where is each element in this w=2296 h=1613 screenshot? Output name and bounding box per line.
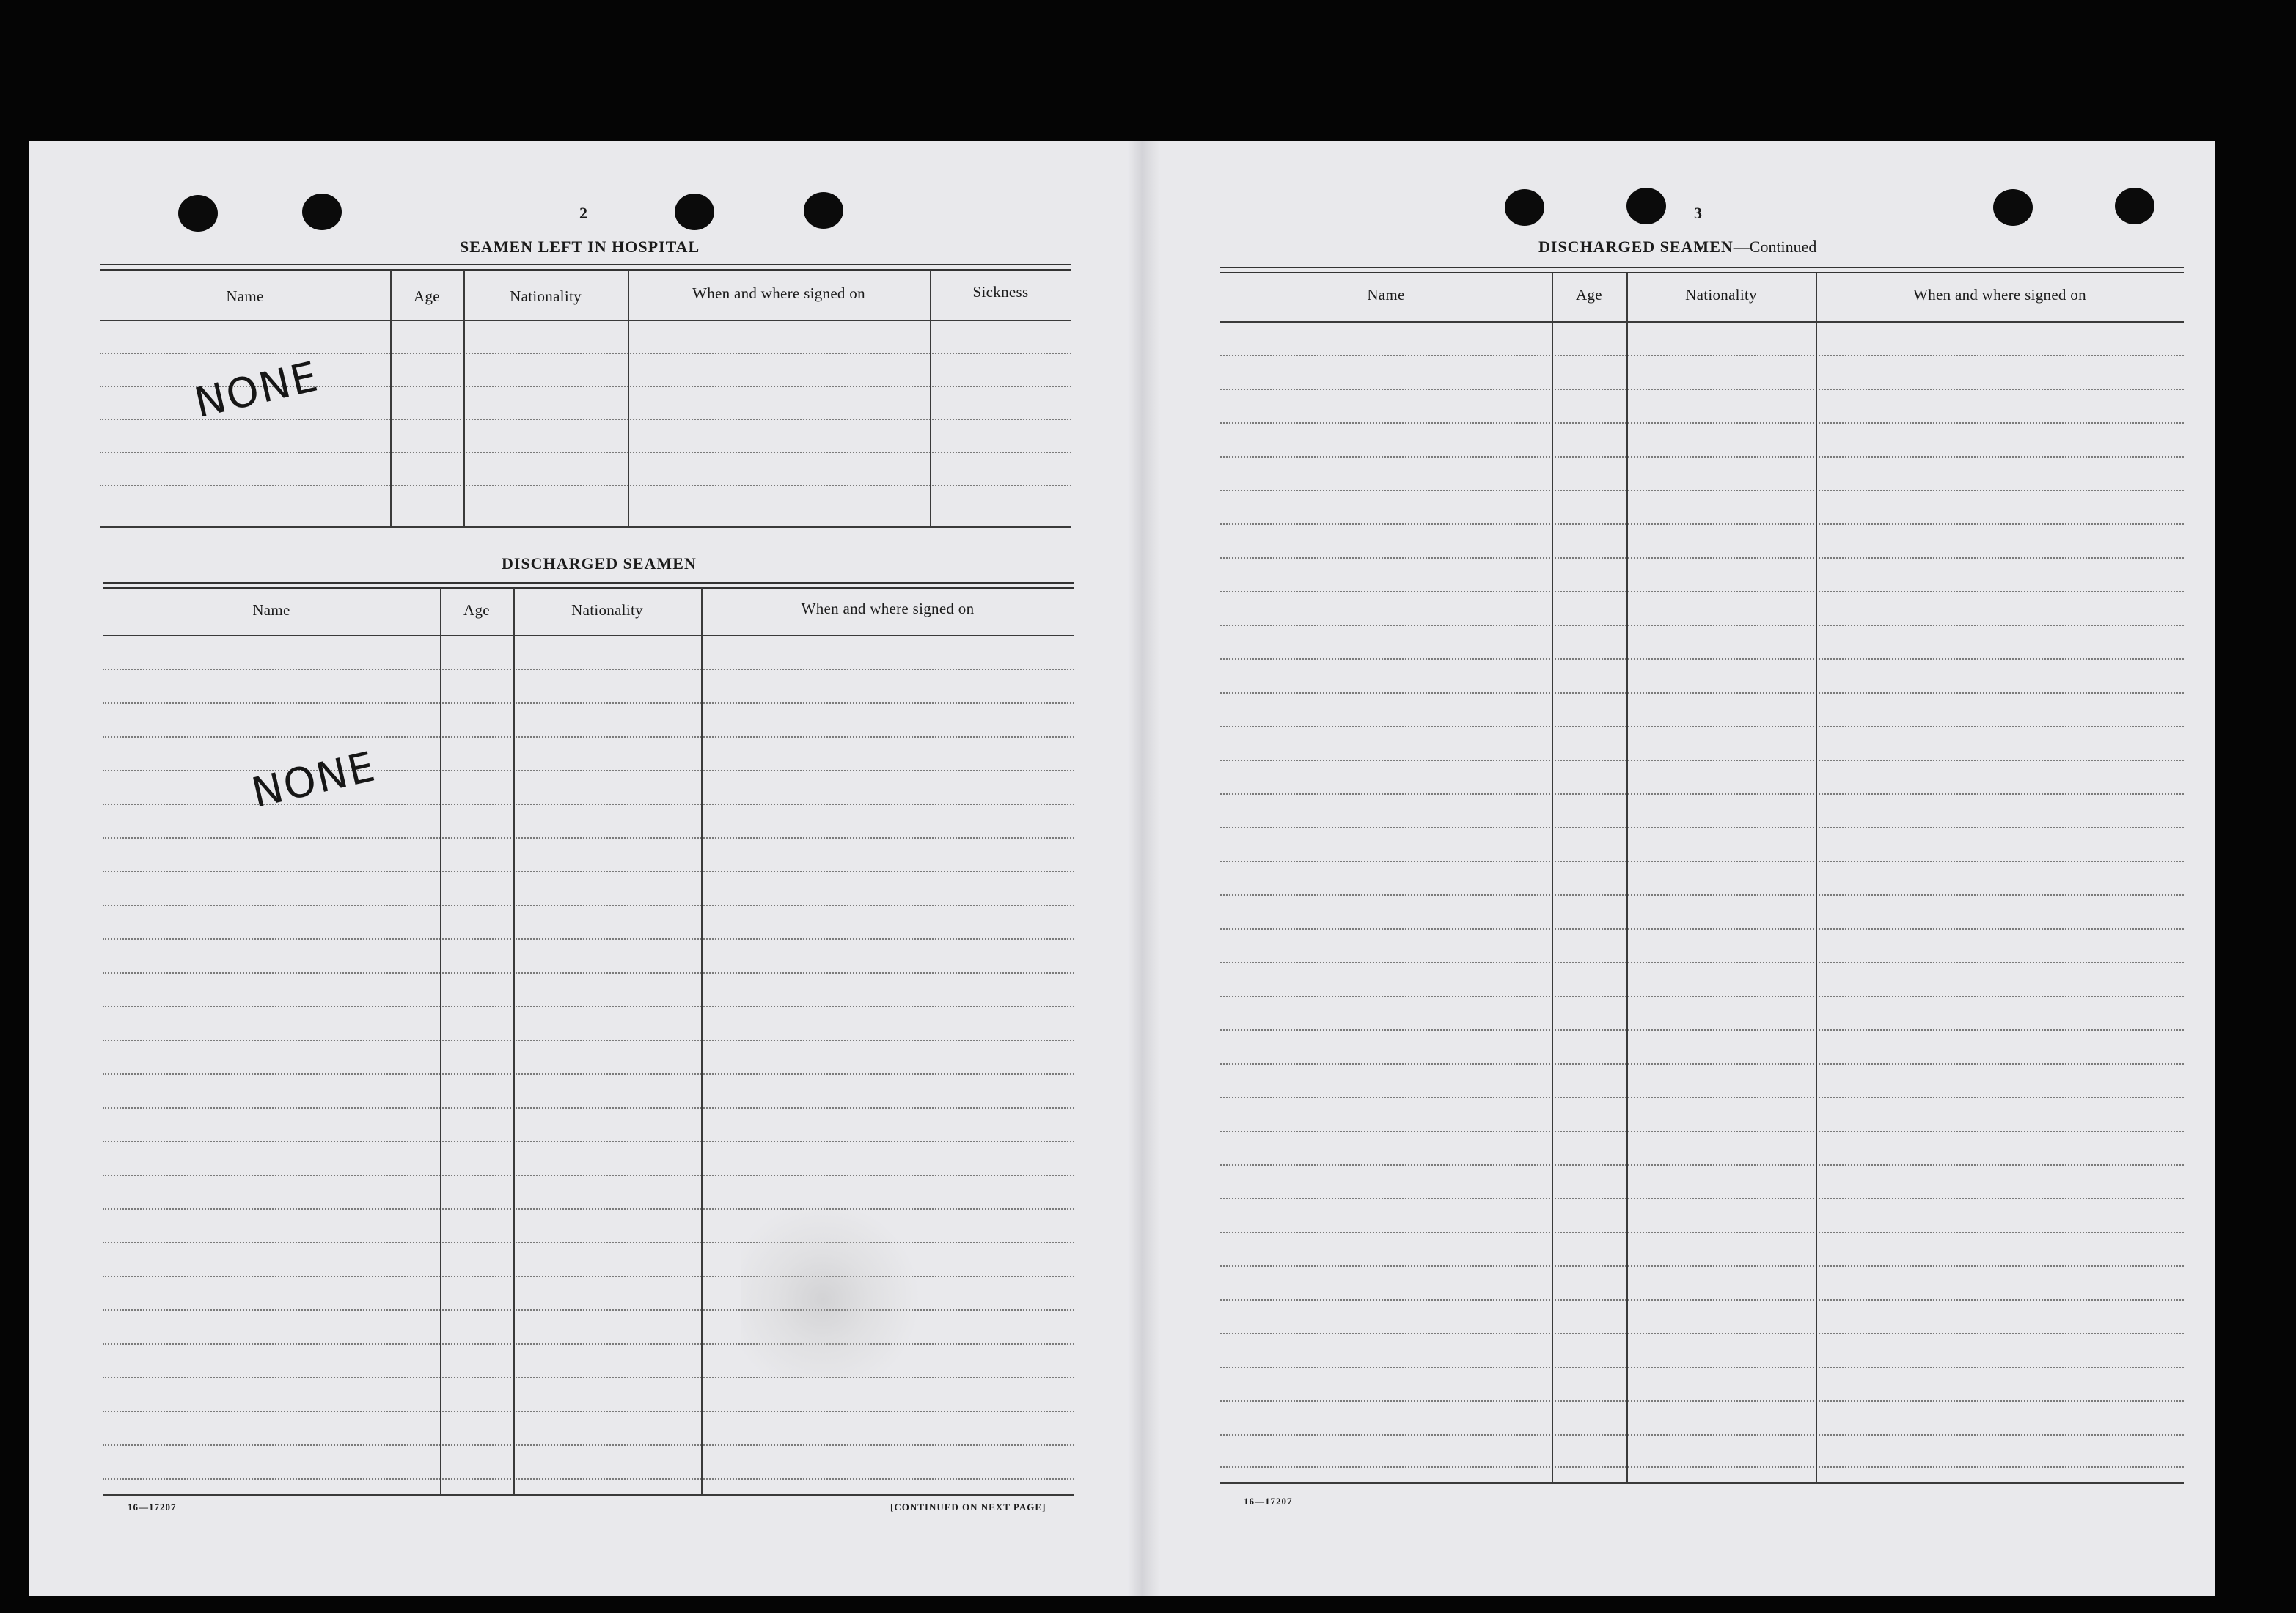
column-header-name: Name bbox=[226, 287, 264, 305]
faded-stamp bbox=[741, 1202, 946, 1378]
column-header-sickness: Sickness bbox=[972, 283, 1029, 301]
column-header-age: Age bbox=[414, 287, 440, 305]
column-header-name: Name bbox=[252, 601, 290, 619]
page-number: 2 bbox=[579, 204, 587, 222]
punch-hole bbox=[1505, 189, 1544, 226]
handwritten-entry: NONE bbox=[247, 743, 381, 817]
handwritten-entry: NONE bbox=[190, 353, 323, 427]
column-header-nationality: Nationality bbox=[571, 601, 643, 619]
column-header-age: Age bbox=[463, 601, 490, 619]
section-title-text: DISCHARGED SEAMEN bbox=[1538, 238, 1734, 256]
punch-hole bbox=[804, 192, 843, 229]
column-header-signed-on: When and where signed on bbox=[801, 600, 975, 617]
center-fold bbox=[1128, 141, 1160, 1596]
punch-hole bbox=[178, 195, 218, 232]
punch-hole bbox=[1626, 188, 1666, 224]
page-number: 3 bbox=[1694, 204, 1702, 222]
punch-hole bbox=[675, 194, 714, 230]
continued-note: [CONTINUED ON NEXT PAGE] bbox=[890, 1502, 1046, 1513]
form-number: 16—17207 bbox=[128, 1502, 177, 1513]
punch-hole bbox=[1993, 189, 2033, 226]
column-header-age: Age bbox=[1576, 286, 1602, 304]
column-header-signed-on: When and where signed on bbox=[1913, 286, 2086, 304]
column-header-signed-on: When and where signed on bbox=[692, 284, 865, 302]
discharged-continued-title bbox=[1538, 238, 1816, 257]
column-header-name: Name bbox=[1367, 286, 1405, 304]
punch-hole bbox=[302, 194, 342, 230]
section-title-suffix: —Continued bbox=[1733, 238, 1817, 256]
punch-hole bbox=[2115, 188, 2154, 224]
column-header-nationality: Nationality bbox=[510, 287, 582, 305]
column-header-nationality: Nationality bbox=[1685, 286, 1757, 304]
form-number: 16—17207 bbox=[1244, 1496, 1293, 1507]
hospital-section-title: SEAMEN LEFT IN HOSPITAL bbox=[460, 238, 700, 256]
discharged-continued-table bbox=[1220, 267, 2184, 1487]
discharged-section-title: DISCHARGED SEAMEN bbox=[502, 554, 697, 573]
